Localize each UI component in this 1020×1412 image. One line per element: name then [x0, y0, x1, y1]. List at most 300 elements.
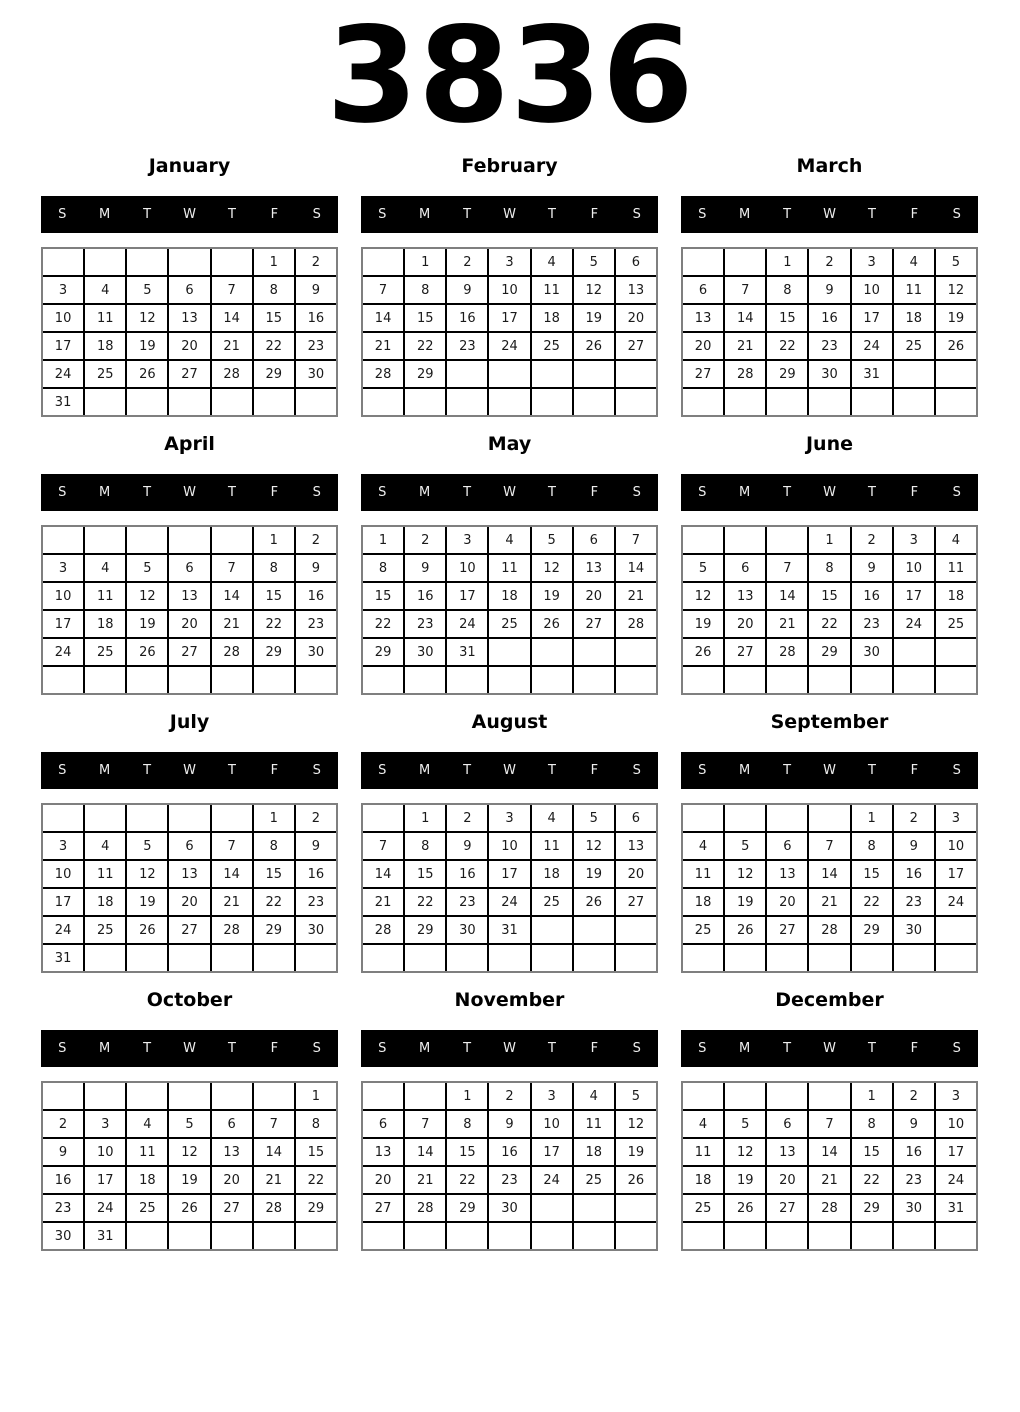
day-cell: 29: [254, 917, 294, 943]
day-cell: 10: [489, 277, 529, 303]
weekday-label: T: [867, 207, 876, 222]
day-cell: 27: [767, 1195, 807, 1221]
day-cell-empty: [85, 527, 125, 553]
day-cell: 28: [212, 917, 252, 943]
day-cell: 17: [43, 611, 83, 637]
day-cell-empty: [212, 667, 252, 693]
day-cell-empty: [936, 389, 976, 415]
day-cell: 10: [532, 1111, 572, 1137]
weekday-label: F: [270, 763, 279, 778]
day-cell: 23: [809, 333, 849, 359]
day-cell: 2: [894, 1083, 934, 1109]
day-cell: 25: [532, 333, 572, 359]
day-cell: 9: [489, 1111, 529, 1137]
day-cell-empty: [767, 389, 807, 415]
day-cell-empty: [809, 805, 849, 831]
day-cell: 17: [936, 861, 976, 887]
month-title: August: [471, 711, 548, 733]
day-cell: 28: [767, 639, 807, 665]
day-cell-empty: [683, 249, 723, 275]
day-cell: 4: [936, 527, 976, 553]
day-cell: 21: [212, 333, 252, 359]
day-cell-empty: [894, 667, 934, 693]
month-title: February: [461, 155, 558, 177]
day-cell-empty: [127, 667, 167, 693]
day-cell: 14: [212, 583, 252, 609]
day-cell: 8: [809, 555, 849, 581]
month-october: [41, 987, 338, 1251]
day-cell: 23: [852, 611, 892, 637]
day-cell-empty: [532, 917, 572, 943]
calendar-grid: [0, 130, 1020, 1251]
day-cell: 25: [683, 917, 723, 943]
day-cell: 16: [489, 1139, 529, 1165]
day-cell-empty: [127, 249, 167, 275]
weekday-header-row: [361, 474, 658, 511]
day-cell: 12: [169, 1139, 209, 1165]
month-title: November: [454, 989, 565, 1011]
day-grid: [681, 1081, 978, 1251]
weekday-label: T: [227, 207, 236, 222]
weekday-label: F: [590, 1041, 599, 1056]
weekday-label: T: [867, 1041, 876, 1056]
day-cell: 19: [616, 1139, 656, 1165]
day-cell: 28: [212, 361, 252, 387]
day-cell-empty: [447, 1223, 487, 1249]
weekday-label: S: [698, 1041, 707, 1056]
weekday-label: W: [823, 763, 836, 778]
month-january: [41, 153, 338, 417]
day-cell: 22: [254, 333, 294, 359]
day-cell: 29: [767, 361, 807, 387]
day-cell-empty: [683, 945, 723, 971]
day-cell: 6: [363, 1111, 403, 1137]
day-cell: 13: [363, 1139, 403, 1165]
day-cell: 18: [85, 333, 125, 359]
day-cell-empty: [574, 361, 614, 387]
day-cell: 23: [447, 889, 487, 915]
day-cell: 20: [363, 1167, 403, 1193]
day-cell: 26: [616, 1167, 656, 1193]
day-cell: 5: [532, 527, 572, 553]
day-cell: 9: [296, 833, 336, 859]
day-grid: [361, 525, 658, 695]
day-cell: 14: [212, 305, 252, 331]
day-cell: 11: [532, 833, 572, 859]
day-cell: 9: [894, 833, 934, 859]
day-grid: [361, 803, 658, 973]
day-cell: 16: [809, 305, 849, 331]
day-cell: 7: [363, 833, 403, 859]
weekday-label: M: [419, 207, 431, 222]
day-cell: 8: [405, 277, 445, 303]
day-cell: 23: [489, 1167, 529, 1193]
weekday-label: T: [463, 763, 472, 778]
day-cell-empty: [212, 1083, 252, 1109]
weekday-label: T: [143, 763, 152, 778]
day-cell: 28: [405, 1195, 445, 1221]
day-cell: 23: [43, 1195, 83, 1221]
day-cell-empty: [447, 361, 487, 387]
weekday-label: W: [503, 207, 516, 222]
day-cell: 4: [683, 833, 723, 859]
day-cell-empty: [447, 945, 487, 971]
day-cell: 30: [296, 361, 336, 387]
weekday-label: W: [183, 207, 196, 222]
day-cell: 7: [405, 1111, 445, 1137]
day-cell-empty: [489, 945, 529, 971]
weekday-label: S: [378, 1041, 387, 1056]
day-cell-empty: [852, 389, 892, 415]
day-cell: 28: [809, 1195, 849, 1221]
day-cell: 30: [894, 917, 934, 943]
month-june: [681, 431, 978, 695]
day-cell: 9: [894, 1111, 934, 1137]
weekday-label: T: [143, 207, 152, 222]
day-cell: 2: [894, 805, 934, 831]
day-cell: 19: [725, 889, 765, 915]
day-cell: 20: [169, 889, 209, 915]
day-cell: 24: [85, 1195, 125, 1221]
day-cell: 15: [405, 861, 445, 887]
day-cell: 22: [254, 611, 294, 637]
day-cell: 9: [852, 555, 892, 581]
weekday-label: T: [547, 485, 556, 500]
weekday-label: T: [463, 207, 472, 222]
day-cell: 13: [725, 583, 765, 609]
weekday-header-row: [681, 196, 978, 233]
day-cell: 31: [489, 917, 529, 943]
day-cell: 4: [683, 1111, 723, 1137]
day-grid: [41, 525, 338, 695]
day-cell: 14: [405, 1139, 445, 1165]
day-cell-empty: [894, 639, 934, 665]
month-title: March: [796, 155, 863, 177]
day-cell-empty: [574, 945, 614, 971]
day-cell: 6: [169, 833, 209, 859]
day-cell: 12: [127, 305, 167, 331]
day-cell: 25: [85, 361, 125, 387]
day-cell: 21: [809, 1167, 849, 1193]
month-title: April: [164, 433, 215, 455]
day-cell: 26: [574, 889, 614, 915]
day-cell: 20: [169, 333, 209, 359]
day-cell-empty: [725, 1083, 765, 1109]
weekday-label: T: [547, 1041, 556, 1056]
weekday-label: F: [590, 207, 599, 222]
day-cell: 26: [127, 361, 167, 387]
day-cell-empty: [574, 639, 614, 665]
day-cell: 16: [296, 583, 336, 609]
day-cell-empty: [127, 805, 167, 831]
day-cell-empty: [254, 1223, 294, 1249]
day-cell: 11: [574, 1111, 614, 1137]
day-cell: 18: [532, 861, 572, 887]
day-cell-empty: [894, 389, 934, 415]
day-cell: 3: [489, 805, 529, 831]
day-cell: 13: [169, 861, 209, 887]
day-cell-empty: [809, 1223, 849, 1249]
day-cell-empty: [254, 389, 294, 415]
day-cell: 5: [616, 1083, 656, 1109]
day-cell: 25: [489, 611, 529, 637]
day-cell: 3: [43, 555, 83, 581]
day-cell: 1: [254, 805, 294, 831]
day-cell: 15: [254, 861, 294, 887]
weekday-label: T: [547, 763, 556, 778]
day-cell-empty: [43, 527, 83, 553]
day-cell: 17: [447, 583, 487, 609]
day-cell: 3: [936, 805, 976, 831]
day-cell: 10: [936, 1111, 976, 1137]
day-cell: 9: [296, 277, 336, 303]
day-cell: 26: [683, 639, 723, 665]
day-cell: 5: [725, 833, 765, 859]
day-cell: 3: [894, 527, 934, 553]
day-cell: 27: [725, 639, 765, 665]
day-cell: 14: [809, 861, 849, 887]
weekday-label: M: [99, 1041, 111, 1056]
day-cell: 15: [254, 583, 294, 609]
day-cell-empty: [127, 945, 167, 971]
day-cell: 6: [767, 1111, 807, 1137]
day-cell: 26: [169, 1195, 209, 1221]
day-cell: 14: [363, 305, 403, 331]
day-cell: 16: [296, 861, 336, 887]
day-cell: 7: [767, 555, 807, 581]
day-cell: 10: [447, 555, 487, 581]
day-cell-empty: [936, 361, 976, 387]
day-cell: 12: [725, 1139, 765, 1165]
day-cell-empty: [296, 945, 336, 971]
day-cell-empty: [894, 945, 934, 971]
day-cell: 26: [574, 333, 614, 359]
day-cell: 1: [254, 527, 294, 553]
day-cell: 16: [447, 305, 487, 331]
weekday-label: S: [952, 207, 961, 222]
day-cell-empty: [489, 389, 529, 415]
day-cell-empty: [852, 945, 892, 971]
day-cell: 18: [936, 583, 976, 609]
day-cell: 5: [127, 277, 167, 303]
day-cell-empty: [405, 667, 445, 693]
day-cell: 7: [254, 1111, 294, 1137]
weekday-label: S: [58, 485, 67, 500]
day-cell: 24: [447, 611, 487, 637]
day-cell: 30: [894, 1195, 934, 1221]
weekday-header-row: [361, 1030, 658, 1067]
day-cell: 23: [894, 889, 934, 915]
day-cell-empty: [809, 667, 849, 693]
day-cell: 11: [532, 277, 572, 303]
day-cell-empty: [532, 361, 572, 387]
weekday-label: M: [739, 485, 751, 500]
day-cell: 16: [447, 861, 487, 887]
day-cell: 14: [212, 861, 252, 887]
day-cell: 21: [616, 583, 656, 609]
weekday-label: T: [783, 207, 792, 222]
day-cell-empty: [725, 945, 765, 971]
weekday-label: T: [227, 1041, 236, 1056]
day-cell: 1: [405, 805, 445, 831]
day-cell: 19: [169, 1167, 209, 1193]
day-cell: 6: [574, 527, 614, 553]
day-cell: 30: [809, 361, 849, 387]
day-cell: 17: [43, 889, 83, 915]
weekday-label: F: [270, 1041, 279, 1056]
day-cell: 15: [852, 1139, 892, 1165]
weekday-label: S: [952, 485, 961, 500]
weekday-label: S: [58, 1041, 67, 1056]
day-cell-empty: [574, 917, 614, 943]
day-cell: 20: [767, 889, 807, 915]
day-cell: 19: [127, 611, 167, 637]
day-cell: 4: [532, 805, 572, 831]
weekday-header-row: [41, 752, 338, 789]
weekday-label: T: [783, 763, 792, 778]
day-cell: 8: [852, 833, 892, 859]
day-cell: 27: [363, 1195, 403, 1221]
day-cell-empty: [489, 361, 529, 387]
day-cell: 24: [936, 889, 976, 915]
day-cell: 31: [852, 361, 892, 387]
weekday-header-row: [41, 474, 338, 511]
day-cell: 6: [725, 555, 765, 581]
day-cell: 10: [85, 1139, 125, 1165]
day-cell-empty: [616, 389, 656, 415]
day-cell: 10: [43, 305, 83, 331]
day-cell: 29: [405, 917, 445, 943]
weekday-label: S: [378, 763, 387, 778]
day-cell: 2: [405, 527, 445, 553]
day-cell: 12: [127, 861, 167, 887]
day-cell: 21: [809, 889, 849, 915]
day-cell: 10: [936, 833, 976, 859]
day-cell: 1: [363, 527, 403, 553]
weekday-label: F: [590, 485, 599, 500]
day-cell-empty: [296, 1223, 336, 1249]
day-cell-empty: [767, 805, 807, 831]
day-cell: 15: [852, 861, 892, 887]
weekday-label: M: [739, 763, 751, 778]
day-grid: [361, 1081, 658, 1251]
weekday-label: T: [783, 485, 792, 500]
day-cell: 24: [43, 361, 83, 387]
weekday-label: S: [632, 485, 641, 500]
weekday-label: T: [463, 1041, 472, 1056]
day-cell-empty: [936, 667, 976, 693]
weekday-label: M: [99, 207, 111, 222]
day-cell: 13: [683, 305, 723, 331]
day-cell-empty: [363, 249, 403, 275]
day-cell: 13: [616, 277, 656, 303]
day-grid: [41, 803, 338, 973]
day-cell: 3: [532, 1083, 572, 1109]
day-cell: 22: [405, 333, 445, 359]
day-cell: 9: [809, 277, 849, 303]
day-cell: 1: [809, 527, 849, 553]
day-cell: 12: [725, 861, 765, 887]
day-cell: 18: [894, 305, 934, 331]
day-cell-empty: [169, 805, 209, 831]
day-cell: 12: [683, 583, 723, 609]
day-cell: 22: [405, 889, 445, 915]
weekday-label: T: [227, 485, 236, 500]
day-cell: 6: [616, 249, 656, 275]
day-cell-empty: [894, 1223, 934, 1249]
day-cell: 21: [363, 889, 403, 915]
day-cell-empty: [85, 805, 125, 831]
day-cell: 23: [894, 1167, 934, 1193]
weekday-label: W: [183, 763, 196, 778]
day-cell: 13: [767, 861, 807, 887]
day-cell: 24: [43, 917, 83, 943]
day-cell: 16: [894, 1139, 934, 1165]
day-cell-empty: [212, 1223, 252, 1249]
day-cell-empty: [683, 667, 723, 693]
day-grid: [41, 1081, 338, 1251]
day-cell: 13: [616, 833, 656, 859]
day-cell: 28: [616, 611, 656, 637]
day-cell-empty: [936, 1223, 976, 1249]
day-cell-empty: [767, 1083, 807, 1109]
weekday-label: T: [867, 485, 876, 500]
day-cell: 23: [405, 611, 445, 637]
day-cell-empty: [532, 1195, 572, 1221]
day-cell: 13: [574, 555, 614, 581]
day-cell: 17: [85, 1167, 125, 1193]
day-cell: 21: [405, 1167, 445, 1193]
day-cell-empty: [532, 639, 572, 665]
day-cell: 1: [447, 1083, 487, 1109]
day-cell: 9: [296, 555, 336, 581]
weekday-header-row: [681, 474, 978, 511]
day-cell: 25: [894, 333, 934, 359]
day-cell: 8: [767, 277, 807, 303]
day-cell: 7: [363, 277, 403, 303]
day-cell-empty: [616, 1223, 656, 1249]
day-cell: 25: [85, 639, 125, 665]
day-cell-empty: [852, 667, 892, 693]
day-cell: 31: [936, 1195, 976, 1221]
day-cell-empty: [85, 945, 125, 971]
day-cell: 8: [405, 833, 445, 859]
day-cell-empty: [809, 1083, 849, 1109]
month-title: December: [775, 989, 884, 1011]
day-cell: 6: [616, 805, 656, 831]
day-cell-empty: [127, 527, 167, 553]
day-cell: 20: [574, 583, 614, 609]
day-cell: 21: [767, 611, 807, 637]
day-cell: 11: [127, 1139, 167, 1165]
day-cell: 14: [616, 555, 656, 581]
weekday-header-row: [361, 196, 658, 233]
day-cell: 2: [489, 1083, 529, 1109]
day-cell-empty: [936, 945, 976, 971]
weekday-label: W: [823, 207, 836, 222]
day-cell: 22: [767, 333, 807, 359]
day-cell: 7: [212, 277, 252, 303]
day-cell-empty: [683, 1083, 723, 1109]
day-cell: 11: [683, 1139, 723, 1165]
day-cell: 22: [296, 1167, 336, 1193]
day-cell: 20: [616, 305, 656, 331]
day-cell-empty: [212, 805, 252, 831]
day-cell: 25: [683, 1195, 723, 1221]
day-cell-empty: [616, 945, 656, 971]
day-cell: 30: [405, 639, 445, 665]
day-cell: 24: [936, 1167, 976, 1193]
